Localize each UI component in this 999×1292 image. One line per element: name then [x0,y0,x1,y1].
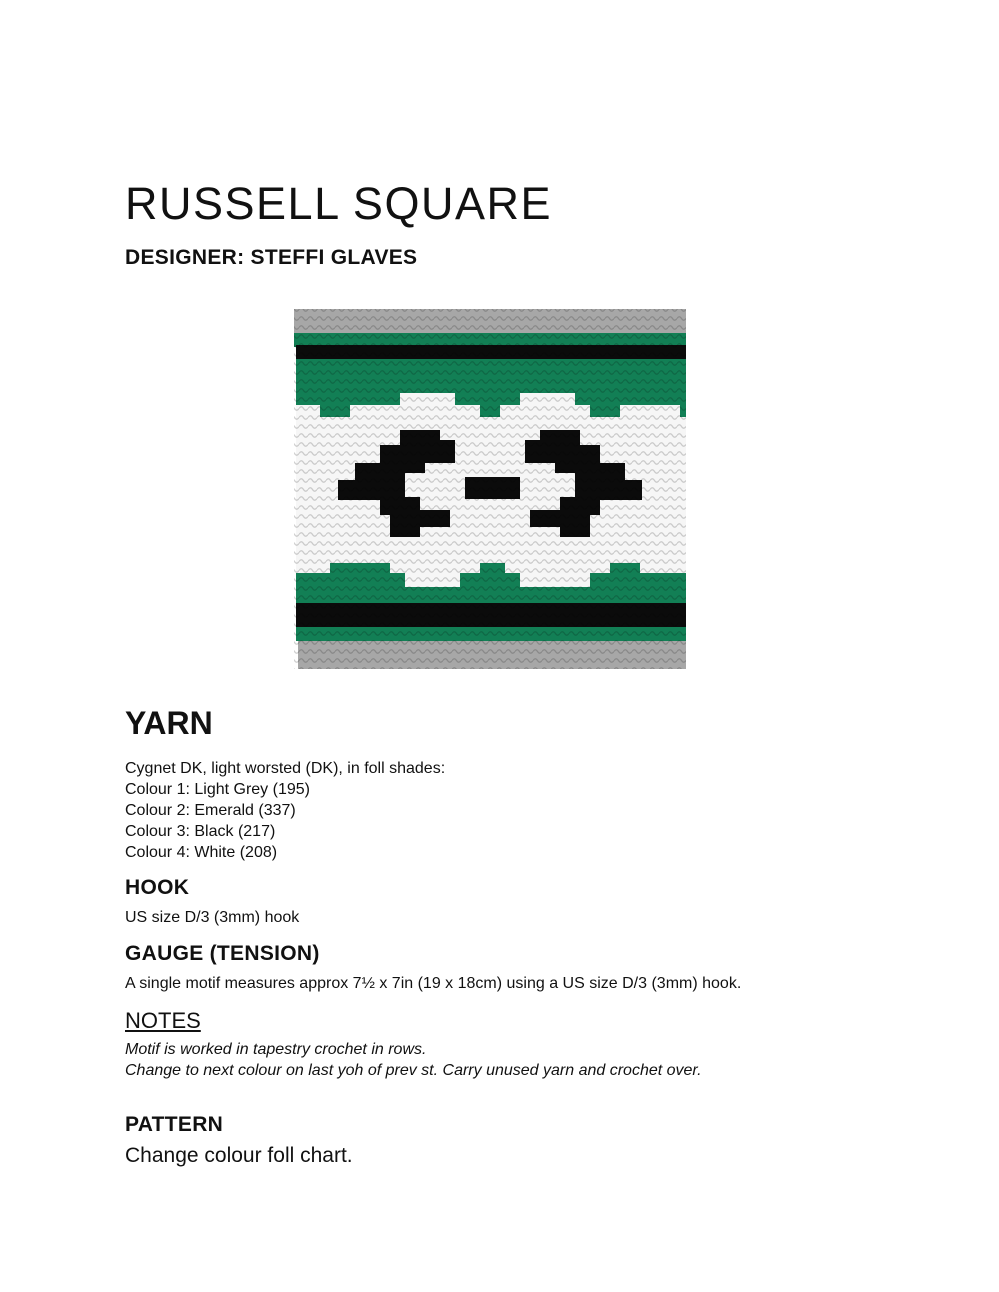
yarn-line: Colour 1: Light Grey (195) [125,781,310,798]
yarn-list [125,758,445,863]
designer-credit: DESIGNER: STEFFI GLAVES [125,246,418,269]
crochet-square-photo [290,305,690,675]
notes-heading: NOTES [125,1008,201,1033]
gauge-heading: GAUGE (TENSION) [125,942,320,965]
yarn-line: Colour 2: Emerald (337) [125,802,296,819]
pattern-text: Change colour foll chart. [125,1144,353,1167]
gauge-text: A single motif measures approx 7½ x 7in (19 x 18cm) using a US size D/3 (3mm) hook. [125,975,742,992]
pattern-heading: PATTERN [125,1113,224,1136]
hook-text: US size D/3 (3mm) hook [125,909,300,926]
yarn-line: Cygnet DK, light worsted (DK), in foll shades: [125,760,446,777]
notes-line: Motif is worked in tapestry crochet in rows. [125,1041,427,1058]
yarn-line: Colour 4: White (208) [125,844,278,861]
notes-list [125,1039,702,1081]
page-title: RUSSELL SQUARE [125,178,552,229]
yarn-heading: YARN [125,705,213,741]
yarn-line: Colour 3: Black (217) [125,823,276,840]
hook-heading: HOOK [125,876,190,899]
notes-line: Change to next colour on last yoh of prev st. Carry unused yarn and crochet over. [125,1062,702,1079]
